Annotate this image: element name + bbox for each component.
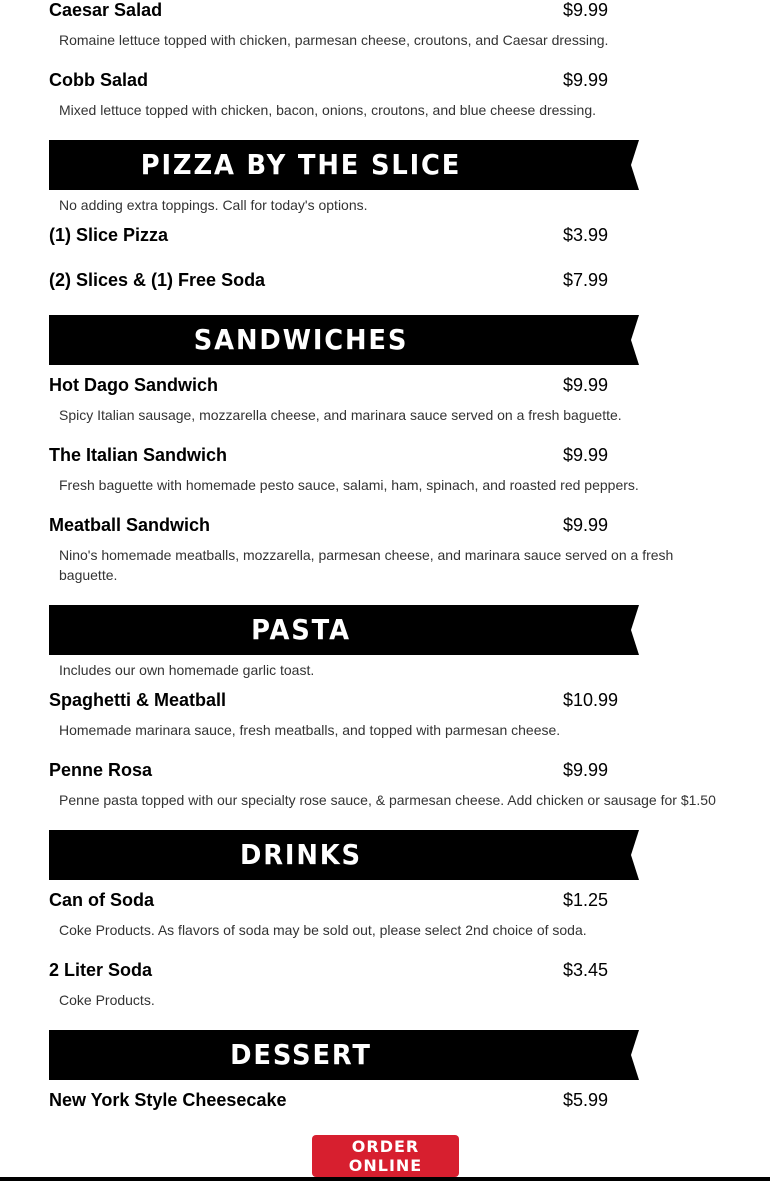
section-banner-sandwiches [49, 315, 657, 365]
menu-item-name: (2) Slices & (1) Free Soda [49, 270, 266, 290]
menu-item-description: Romaine lettuce topped with chicken, parmesan cheese, croutons, and Caesar dressing. [59, 32, 609, 48]
menu-item-price: $9.99 [563, 760, 609, 780]
menu-item-name: Penne Rosa [49, 760, 153, 780]
section-title: DESSERT [230, 1038, 372, 1071]
section-note: No adding extra toppings. Call for today's options. [59, 197, 368, 213]
menu-item-name: Meatball Sandwich [49, 515, 211, 535]
menu-item-price: $1.25 [563, 890, 609, 910]
menu-item-description: Penne pasta topped with our specialty rose sauce, & parmesan cheese. Add chicken or sausage for $1.50 [59, 792, 716, 808]
menu-item-price: $9.99 [563, 445, 609, 465]
menu-item-price: $9.99 [563, 375, 609, 395]
menu-item-price: $5.99 [563, 1090, 609, 1110]
section-banner-drinks [49, 830, 657, 880]
menu-item-name: Can of Soda [49, 890, 155, 910]
menu-item-description: Fresh baguette with homemade pesto sauce, salami, ham, spinach, and roasted red peppers. [59, 477, 639, 493]
menu-item-name: Hot Dago Sandwich [49, 375, 219, 395]
menu-item-price: $10.99 [563, 690, 619, 710]
banner-notch [631, 140, 657, 190]
banner-notch [631, 830, 657, 880]
menu-item-name: 2 Liter Soda [49, 960, 153, 980]
menu-item-name: Cobb Salad [49, 70, 149, 90]
menu-item-price: $9.99 [563, 0, 609, 20]
menu-item-description: Homemade marinara sauce, fresh meatballs, and topped with parmesan cheese. [59, 722, 561, 738]
menu-item-name: The Italian Sandwich [49, 445, 228, 465]
banner-notch [631, 605, 657, 655]
menu-item-description: Spicy Italian sausage, mozzarella cheese, and marinara sauce served on a fresh baguette. [59, 407, 622, 423]
menu-item-description: Coke Products. As flavors of soda may be sold out, please select 2nd choice of soda. [59, 922, 587, 938]
menu-item-description: Mixed lettuce topped with chicken, bacon, onions, croutons, and blue cheese dressing. [59, 102, 596, 118]
section-title: PASTA [251, 613, 351, 646]
footer-divider [0, 1177, 770, 1181]
order-online-button[interactable]: ORDER ONLINE [312, 1135, 459, 1177]
section-title: SANDWICHES [193, 323, 409, 356]
banner-notch [631, 1030, 657, 1080]
section-banner-pasta [49, 605, 657, 655]
section-banner-dessert [49, 1030, 657, 1080]
menu-item-price: $9.99 [563, 515, 609, 535]
menu-item-price: $3.45 [563, 960, 609, 980]
section-note: Includes our own homemade garlic toast. [59, 662, 315, 678]
menu-item-description: Coke Products. [59, 992, 155, 1008]
menu-item-description: Nino's homemade meatballs, mozzarella, parmesan cheese, and marinara sauce served on a fresh baguette. [59, 547, 674, 583]
menu-item-name: Spaghetti & Meatball [49, 690, 227, 710]
section-title: DRINKS [240, 838, 362, 871]
menu-item-price: $3.99 [563, 225, 609, 245]
menu-item-price: $9.99 [563, 70, 609, 90]
section-banner-pizza [49, 140, 657, 190]
menu-item-name: New York Style Cheesecake [49, 1090, 287, 1110]
menu-item-price: $7.99 [563, 270, 609, 290]
banner-notch [631, 315, 657, 365]
section-title: PIZZA BY THE SLICE [140, 148, 462, 181]
menu-item-name: Caesar Salad [49, 0, 163, 20]
menu-item-name: (1) Slice Pizza [49, 225, 169, 245]
